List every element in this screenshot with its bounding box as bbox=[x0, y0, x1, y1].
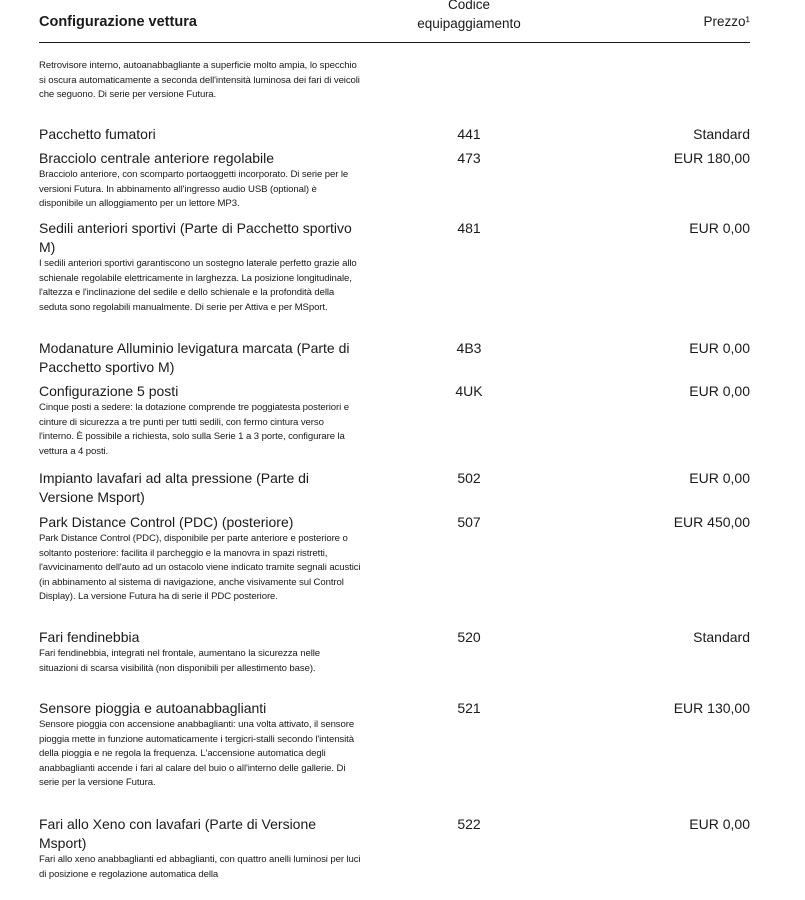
option-row bbox=[39, 699, 750, 791]
option-code: 522 bbox=[457, 816, 481, 832]
option-price: Standard bbox=[693, 126, 750, 142]
option-price: EUR 0,00 bbox=[689, 383, 750, 399]
option-row bbox=[39, 125, 750, 144]
header-code bbox=[349, 0, 589, 33]
header-title: Configurazione vettura bbox=[39, 14, 197, 30]
option-price: EUR 130,00 bbox=[673, 700, 750, 716]
option-name: Sensore pioggia e autoanabbaglianti bbox=[39, 700, 267, 716]
option-name: Fari fendinebbia bbox=[39, 629, 140, 645]
option-row bbox=[39, 628, 750, 676]
option-name: Modanature Alluminio levigatura marcata (Parte di Pacchetto sportivo M) bbox=[39, 340, 350, 375]
option-price: EUR 180,00 bbox=[673, 150, 750, 166]
option-price: EUR 0,00 bbox=[689, 340, 750, 356]
option-code: 481 bbox=[457, 220, 481, 236]
option-name: Configurazione 5 posti bbox=[39, 383, 179, 399]
option-row bbox=[39, 59, 750, 103]
option-description: I sedili anteriori sportivi garantiscono un sostegno laterale perfetto grazie allo schienale regolabile elettricamente in larghezza. La posizione longitudinale, l'altezza e l'inclinazione del sedile e dello schienale e la profondità della seduta sono regolabili manualmente. Di serie per Attiva e per MSport. bbox=[39, 258, 357, 313]
option-code: 4B3 bbox=[456, 340, 482, 356]
option-row bbox=[39, 815, 750, 882]
option-code: 502 bbox=[457, 470, 481, 486]
option-price: EUR 0,00 bbox=[689, 220, 750, 236]
option-name: Sedili anteriori sportivi (Parte di Pacchetto sportivo M) bbox=[39, 220, 352, 255]
option-description: Bracciolo anteriore, con scomparto portaoggetti incorporato. Di serie per le versioni Futura. In abbinamento all'ingresso audio USB (optional) è disponibile un alloggiamento per un lettore MP3. bbox=[39, 169, 349, 209]
option-code: 441 bbox=[457, 126, 481, 142]
option-price: EUR 0,00 bbox=[689, 816, 750, 832]
option-name: Bracciolo centrale anteriore regolabile bbox=[39, 150, 275, 166]
option-row bbox=[39, 382, 750, 459]
option-row bbox=[39, 513, 750, 605]
option-description: Fari fendinebbia, integrati nel frontale, aumentano la sicurezza nelle situazioni di scarsa visibilità (non disponibili per allestimento base). bbox=[39, 648, 320, 674]
option-row bbox=[39, 339, 750, 377]
option-code: 507 bbox=[457, 514, 481, 530]
option-name: Pacchetto fumatori bbox=[39, 126, 156, 142]
option-name: Impianto lavafari ad alta pressione (Parte di Versione Msport) bbox=[39, 470, 310, 505]
header-code-line2: equipaggiamento bbox=[417, 16, 521, 31]
option-description: Park Distance Control (PDC), disponibile per parte anteriore e posteriore o soltanto posteriore: facilita il parcheggio e la manovra in spazi ristretti, l'avvicinamento dell'auto ad un ostacolo viene indicato tramite segnali acustici (in abbinamento al sistema di navigazione, anche visivamente sul Control Display). La versione Futura ha di serie il PDC posteriore. bbox=[39, 533, 361, 602]
option-description: Sensore pioggia con accensione anabbaglianti: una volta attivato, il sensore pioggia mette in funzione automaticamente i tergicri-stalli secondo l'intensità della pioggia e ne regola la frequenza. L'accensione automatica degli anabbaglianti accende i fari al calare del buio o all'interno delle gallerie. Di serie per la versione Futura. bbox=[39, 719, 355, 788]
option-row bbox=[39, 219, 750, 315]
option-price: EUR 0,00 bbox=[689, 470, 750, 486]
option-price: EUR 450,00 bbox=[673, 514, 750, 530]
option-name: Park Distance Control (PDC) (posteriore) bbox=[39, 514, 294, 530]
header-price: Prezzo¹ bbox=[703, 14, 750, 29]
option-row bbox=[39, 469, 750, 507]
option-code: 4UK bbox=[455, 383, 483, 399]
option-code: 520 bbox=[457, 629, 481, 645]
option-price: Standard bbox=[693, 629, 750, 645]
option-description: Fari allo xeno anabbaglianti ed abbaglianti, con quattro anelli luminosi per luci di posizione e regolazione automatica della bbox=[39, 854, 361, 880]
option-code: 521 bbox=[457, 700, 481, 716]
option-code: 473 bbox=[457, 150, 481, 166]
option-description: Cinque posti a sedere: la dotazione comprende tre poggiatesta posteriori e cinture di sicurezza a tre punti per tutti sedili, con fermo cintura verso l'interno. È possibile a richiesta, solo sulla Serie 1 a 3 porte, configurare la vettura a 4 posti. bbox=[39, 402, 349, 457]
option-row bbox=[39, 149, 750, 212]
option-description: Retrovisore interno, autoanabbagliante a superficie molto ampia, lo specchio si oscura automaticamente a seconda dell'intensità luminosa dei fari di veicoli che seguono. Di serie per versione Futura. bbox=[39, 60, 360, 100]
option-name: Fari allo Xeno con lavafari (Parte di Versione Msport) bbox=[39, 816, 317, 851]
header-code-line1: Codice bbox=[447, 0, 491, 12]
table-header bbox=[39, 0, 750, 43]
